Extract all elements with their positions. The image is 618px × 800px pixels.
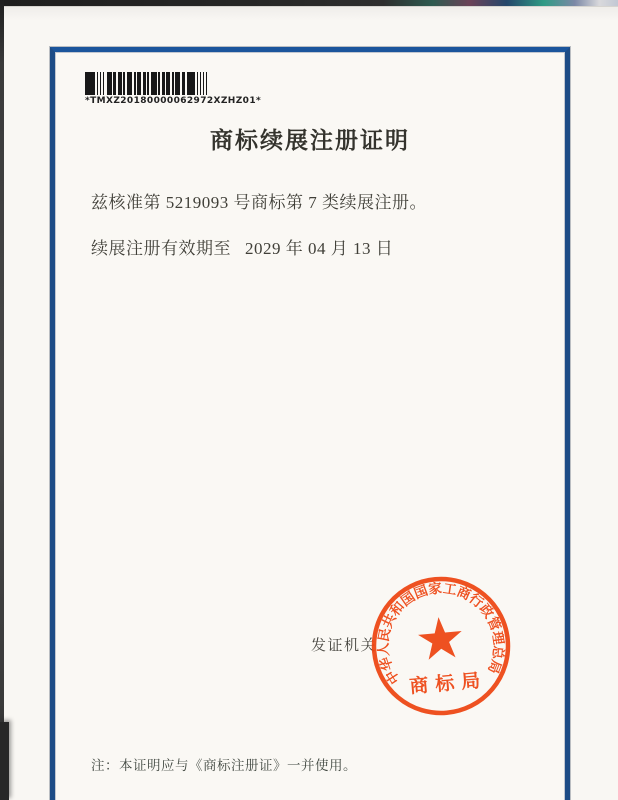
certificate-title: 商标续展注册证明 — [210, 128, 410, 153]
seal-star — [417, 615, 464, 660]
scan-edge-top — [0, 0, 618, 7]
usage-note: 注：本证明应与《商标注册证》一并使用。 — [91, 758, 357, 773]
seal-office-text: 商标局 — [408, 670, 489, 698]
certificate-border-frame — [50, 47, 570, 800]
issuer-label: 发证机关 — [311, 638, 378, 654]
scan-edge-bottom-left — [0, 722, 9, 800]
scan-edge-left — [0, 0, 4, 800]
barcode — [85, 72, 262, 106]
validity-date: 2029 年 04 月 13 日 — [245, 239, 394, 258]
scan-edge-top-shadow — [0, 7, 618, 21]
validity-label: 续展注册有效期至 — [91, 239, 231, 258]
seal-arc-text: 中华人民共和国国家工商行政管理总局 — [375, 580, 507, 687]
barcode-bars — [85, 72, 245, 95]
barcode-text: *TMXZ20180000062972XZHZ01* — [85, 96, 262, 106]
approval-line: 兹核准第 5219093 号商标第 7 类续展注册。 — [91, 193, 427, 212]
official-seal — [362, 567, 520, 725]
validity-line — [91, 234, 393, 259]
